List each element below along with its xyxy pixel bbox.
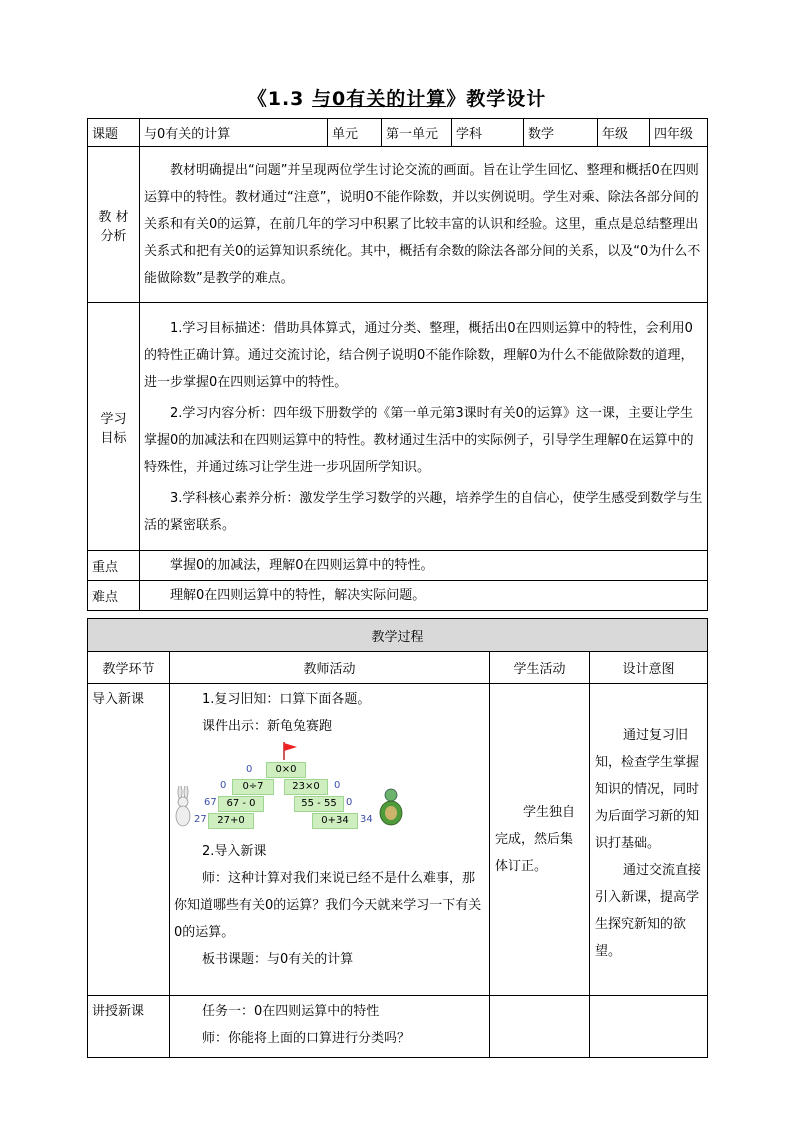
- topic-value: 与0有关的计算: [140, 119, 328, 147]
- process-header-row: [88, 652, 708, 684]
- intro-intent-1: 通过复习旧知，检查学生掌握知识的情况，同时为后面学习新的知识打基础。: [595, 728, 700, 851]
- race-block-4: 67 - 0: [218, 796, 264, 812]
- race-block-2: 0÷7: [232, 779, 274, 795]
- race-answer-2: 0: [220, 780, 227, 791]
- teach-student-activity: [490, 996, 590, 1058]
- header-row: [88, 119, 708, 147]
- col-student: 学生活动: [490, 652, 590, 684]
- intro-stage: 导入新课: [88, 684, 170, 996]
- intro-intent-2: 通过交流直接引入新课，提高学生探究新知的欲望。: [595, 863, 702, 959]
- subject-label: 学科: [452, 119, 524, 147]
- race-block-7: 0+34: [312, 813, 358, 829]
- design-table: [87, 118, 708, 611]
- race-block-5: 55 - 55: [294, 796, 344, 812]
- col-teacher: 教师活动: [170, 652, 490, 684]
- key-point-row: [88, 551, 708, 581]
- goal-paragraph-1: 1.学习目标描述：借助具体算式，通过分类、整理，概括出0在四则运算中的特性，会利用0的特性正确计算。通过交流讨论，结合例子说明0不能作除数，理解0为什么不能做除数的道理，进一步掌握0在四则运算中的特性。: [144, 320, 694, 390]
- topic-label: 课题: [88, 119, 140, 147]
- goal-paragraph-3: 3.学科核心素养分析：激发学生学习数学的兴趣，培养学生的自信心，使学生感受到数学与生活的紧密联系。: [144, 490, 703, 533]
- intro-teacher-cell: [170, 684, 490, 996]
- intro-intent-cell: [590, 684, 708, 996]
- race-answer-1: 0: [246, 764, 253, 775]
- teach-intent: [590, 996, 708, 1058]
- key-point-label: 重点: [88, 551, 140, 581]
- process-table: [87, 618, 708, 1058]
- title-topic: 与0有关的计算: [312, 88, 447, 110]
- intro-student-activity: 学生独自完成，然后集体订正。: [490, 684, 590, 996]
- unit-value: 第一单元: [382, 119, 452, 147]
- intro-row: [88, 684, 708, 996]
- grade-value: 四年级: [650, 119, 708, 147]
- goals-row: [88, 303, 708, 551]
- race-answer-4: 67: [204, 797, 217, 808]
- analysis-text: 教材明确提出“问题”并呈现两位学生讨论交流的画面。旨在让学生回忆、整理和概括0在四则运算中的特性。教材通过“注意”，说明0不能作除数，并以实例说明。学生对乘、除法各部分间的关系和有关0的运算，在前几年的学习中积累了比较丰富的认识和经验。这里，重点是总结整理出关系式和把有关0的运算知识系统化。其中，概括有余数的除法各部分间的关系，以及“0为什么不能做除数”是教学的难点。: [140, 147, 708, 303]
- goals-label: 学习 目标: [88, 303, 140, 551]
- intro-board-title: 板书课题：与0有关的计算: [202, 952, 354, 967]
- teach-task-1: 任务一：0在四则运算中的特性: [202, 1004, 380, 1019]
- key-point-text: 掌握0的加减法，理解0在四则运算中的特性。: [140, 551, 708, 581]
- difficulty-text: 理解0在四则运算中的特性，解决实际问题。: [140, 581, 708, 611]
- process-title: 教学过程: [88, 619, 708, 652]
- analysis-row: [88, 147, 708, 303]
- difficulty-row: [88, 581, 708, 611]
- teach-teacher-cell: [170, 996, 490, 1058]
- race-answer-6: 27: [194, 814, 207, 825]
- subject-value: 数学: [524, 119, 598, 147]
- tortoise-hare-race-image: [174, 742, 485, 834]
- grade-label: 年级: [598, 119, 650, 147]
- race-answer-5: 0: [346, 797, 353, 808]
- col-stage: 教学环节: [88, 652, 170, 684]
- document-title: [0, 84, 794, 111]
- flag-icon: [282, 742, 298, 760]
- intro-teacher-speech: 师：这种计算对我们来说已经不是什么难事，那你知道哪些有关0的运算？我们今天就来学习一下有关0的运算。: [174, 871, 482, 940]
- teach-teacher-question: 师：你能将上面的口算进行分类吗？: [202, 1031, 411, 1046]
- race-block-1: 0×0: [266, 762, 306, 778]
- intro-step-2: 2.导入新课: [202, 844, 267, 859]
- teach-row: [88, 996, 708, 1058]
- goals-cell: [140, 303, 708, 551]
- unit-label: 单元: [328, 119, 382, 147]
- analysis-label: 教 材 分析: [88, 147, 140, 303]
- race-block-6: 27+0: [208, 813, 254, 829]
- goal-paragraph-2: 2.学习内容分析：四年级下册数学的《第一单元第3课时有关0的运算》这一课，主要让学生掌握0的加减法和在四则运算中的特性。教材通过生活中的实际例子，引导学生理解0在运算中的特殊性，并通过练习让学生进一步巩固所学知识。: [144, 405, 694, 475]
- race-block-3: 23×0: [284, 779, 328, 795]
- title-prefix: 《1.3: [247, 88, 313, 110]
- race-answer-3: 0: [334, 780, 341, 791]
- race-answer-7: 34: [360, 814, 373, 825]
- difficulty-label: 难点: [88, 581, 140, 611]
- turtle-icon: [378, 788, 404, 828]
- rabbit-icon: [172, 786, 194, 828]
- title-suffix: 》教学设计: [446, 88, 547, 110]
- intro-step-1: 1.复习旧知：口算下面各题。: [202, 692, 371, 707]
- col-intent: 设计意图: [590, 652, 708, 684]
- intro-courseware: 课件出示：新龟兔赛跑: [202, 719, 333, 734]
- process-title-row: [88, 619, 708, 652]
- teach-stage: 讲授新课: [88, 996, 170, 1058]
